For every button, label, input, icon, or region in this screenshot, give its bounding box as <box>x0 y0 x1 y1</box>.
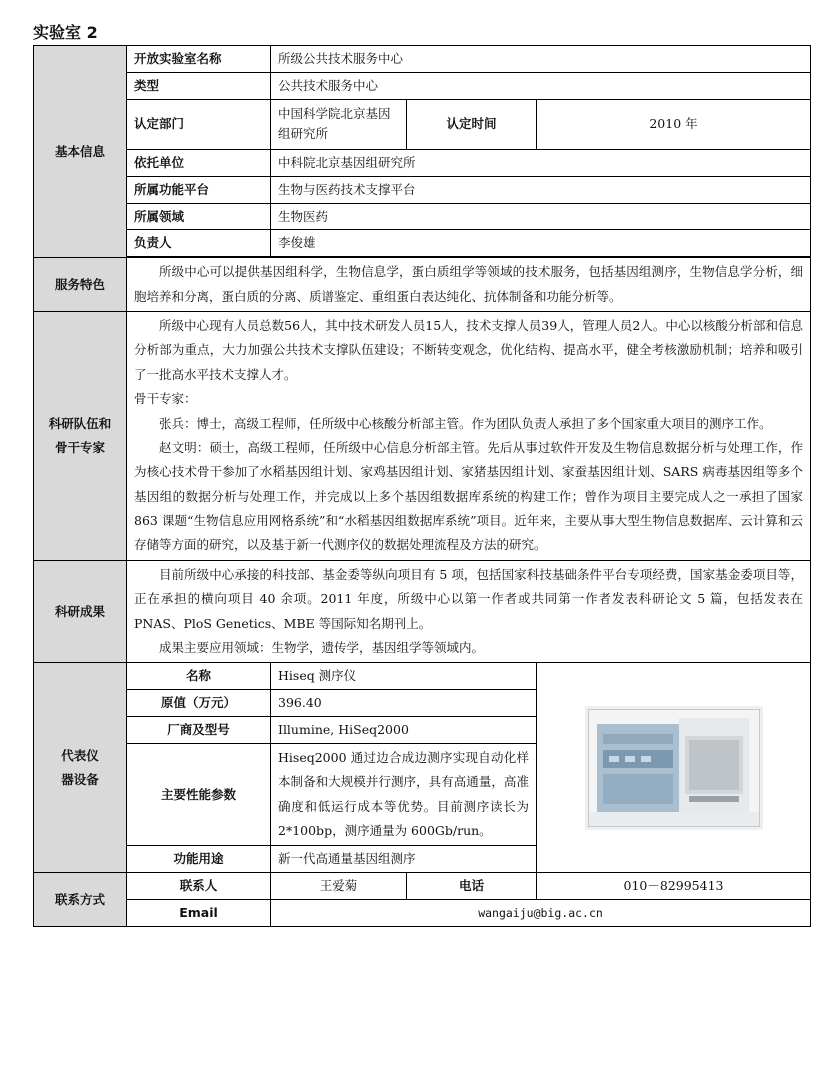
perf-value: Hiseq2000 通过边合成边测序实现自动化样本制备和大规模并行测序，具有高通量，高准确度和低运行成本等优势。目前测序读长为 2*100bp，测序通量为 600Gb/run。 <box>271 743 537 846</box>
section-contact: 联系方式 <box>34 873 127 927</box>
maker-value: Illumine, HiSeq2000 <box>271 717 537 744</box>
expert-zhang: 张兵：博士，高级工程师，任所级中心核酸分析部主管。作为团队负责人承担了多个国家重大项目的测序工作。 <box>159 415 772 431</box>
support-value: 中科院北京基因组研究所 <box>271 149 811 176</box>
platform-value: 生物与医药技术支撑平台 <box>271 176 811 203</box>
maker-label: 厂商及型号 <box>127 717 271 744</box>
instrument-name-label: 名称 <box>127 663 271 690</box>
section-basic-info: 基本信息 <box>34 46 127 258</box>
instrument-photo <box>588 709 760 827</box>
instrument-photo-cell <box>537 663 811 873</box>
platform-label: 所属功能平台 <box>127 176 271 203</box>
page-heading: 实验室 2 <box>33 23 98 42</box>
price-value: 396.40 <box>271 690 537 717</box>
section-service: 服务特色 <box>34 258 127 312</box>
dept-label: 认定部门 <box>127 99 271 149</box>
time-value: 2010 年 <box>537 99 811 149</box>
lab-info-table <box>33 45 811 927</box>
service-text: 所级中心可以提供基因组科学，生物信息学，蛋白质组学等领域的技术服务，包括基因组测序，生物信息学分析，细胞培养和分离，蛋白质的分离、质谱鉴定、重组蛋白表达纯化、抗体制备和功能分析等。 <box>134 264 803 304</box>
expert-zhao: 赵文明：硕士，高级工程师，任所级中心信息分析部主管。先后从事过软件开发及生物信息数据分析与处理工作，作为核心技术骨干参加了水稻基因组计划、家鸡基因组计划、家猪基因组计划、家蚕基因组计划、SARS 病毒基因组等多个基因组的数据分析与处理工作，并完成以上多个基因组数据库系统的构建工作；曾作为项目主要完成人之一承担了国家 863 课题“生物信息应用网格系统”和“水稻基因组数据库系统”项目。近年来，主要从事大型生物信息数据库、云计算和云存储等方面的研究，以及基于新一代测序仪的数据处理流程及方法的研究。 <box>134 439 803 553</box>
email-value[interactable]: wangaiju@big.ac.cn <box>271 900 811 927</box>
experts-heading: 骨干专家： <box>134 391 197 407</box>
lab-name-label: 开放实验室名称 <box>127 46 271 73</box>
section-results: 科研成果 <box>34 560 127 663</box>
field-value: 生物医药 <box>271 203 811 230</box>
team-text-cell <box>127 312 811 561</box>
email-label: Email <box>127 900 271 927</box>
head-label: 负责人 <box>127 230 271 257</box>
use-label: 功能用途 <box>127 846 271 873</box>
phone-label: 电话 <box>407 873 537 900</box>
service-text-cell <box>127 258 811 312</box>
perf-label: 主要性能参数 <box>127 743 271 846</box>
lab-name-value: 所级公共技术服务中心 <box>271 46 811 73</box>
price-label: 原值（万元） <box>127 690 271 717</box>
results-text-cell <box>127 560 811 663</box>
head-value: 李俊雄 <box>271 230 811 257</box>
type-label: 类型 <box>127 72 271 99</box>
results-fields: 成果主要应用领域：生物学，遗传学，基因组学等领域内。 <box>159 639 485 655</box>
contact-person-value: 王爱菊 <box>271 873 407 900</box>
time-label: 认定时间 <box>407 99 537 149</box>
results-projects: 目前所级中心承接的科技部、基金委等纵向项目有 5 项，包括国家科技基础条件平台专项经费，国家基金委项目等，正在承担的横向项目 40 余项。2011 年度，所级中心以第一作者或共同第一作者发表科研论文 5 篇，包括发表在 PNAS、PloS Genetics、MBE 等国际知名期刊上。 <box>134 566 803 631</box>
dept-value: 中国科学院北京基因组研究所 <box>271 99 407 149</box>
section-instrument <box>34 663 127 873</box>
contact-person-label: 联系人 <box>127 873 271 900</box>
phone-value: 010－82995413 <box>537 873 811 900</box>
instrument-section-label: 代表仪器设备 <box>61 748 99 787</box>
instrument-name-value: Hiseq 测序仪 <box>271 663 537 690</box>
team-section-label: 科研队伍和骨干专家 <box>48 416 112 455</box>
section-team <box>34 312 127 561</box>
team-intro: 所级中心现有人员总数56人，其中技术研发人员15人，技术支撑人员39人，管理人员2人。中心以核酸分析部和信息分析部为重点，大力加强公共技术支撑队伍建设；不断转变观念，优化结构、提高水平，健全考核激励机制；培养和吸引了一批高水平技术支撑人才。 <box>134 318 803 382</box>
use-value: 新一代高通量基因组测序 <box>271 846 537 873</box>
field-label: 所属领域 <box>127 203 271 230</box>
sequencer-image <box>589 710 759 826</box>
support-label: 依托单位 <box>127 149 271 176</box>
type-value: 公共技术服务中心 <box>271 72 811 99</box>
